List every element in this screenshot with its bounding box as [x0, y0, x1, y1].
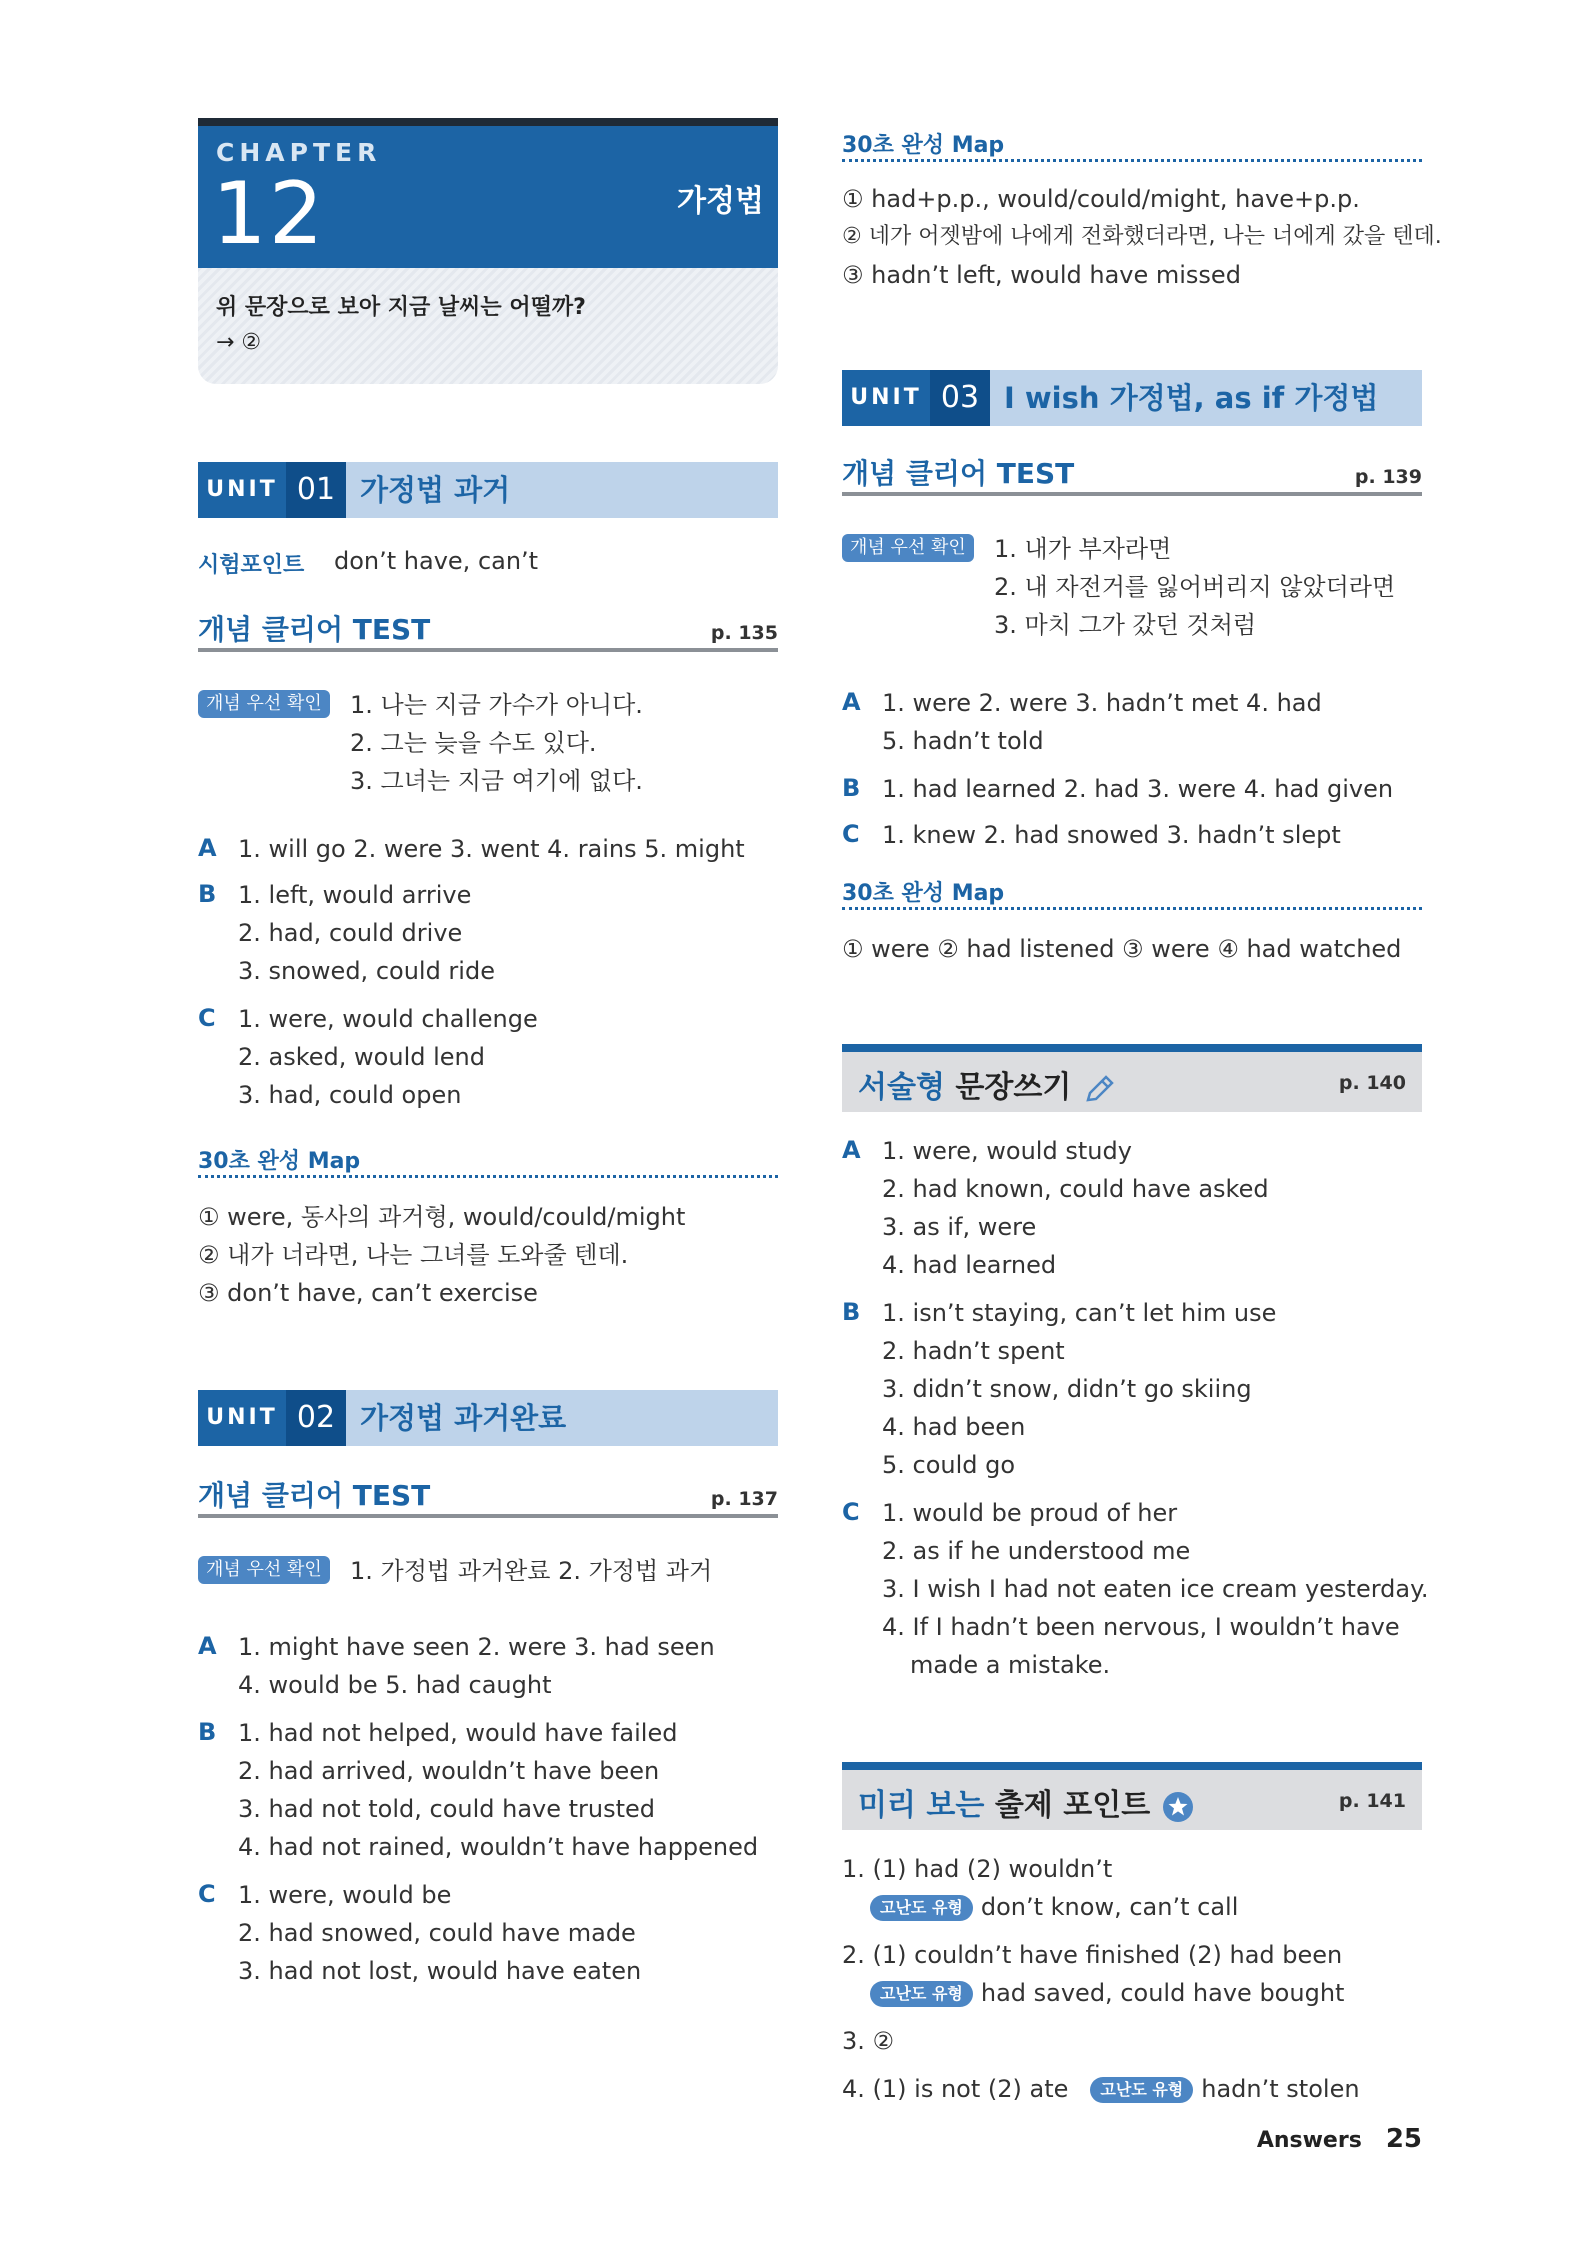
- section-letter-b: B: [198, 880, 217, 908]
- section-letter-a: A: [198, 1632, 217, 1660]
- answer-line: 1. knew 2. had snowed 3. hadn’t slept: [882, 821, 1341, 849]
- advanced-tag: 고난도 유형: [1090, 2077, 1193, 2103]
- test-title: 개념 클리어 TEST: [198, 613, 431, 646]
- map-line: ② 내가 너라면, 나는 그녀를 도와줄 텐데.: [198, 1241, 629, 1269]
- unit-02-map-header: [842, 128, 1422, 162]
- answer-line: 2. had snowed, could have made: [238, 1919, 636, 1947]
- advanced-answer: don’t know, can’t call: [980, 1893, 1239, 1921]
- test-page: p. 137: [710, 1488, 778, 1510]
- chapter-header: [198, 118, 778, 268]
- advanced-tag: 고난도 유형: [870, 1895, 973, 1921]
- page-footer: [1257, 2124, 1422, 2154]
- answer-line: 3. I wish I had not eaten ice cream yesterday.: [882, 1575, 1429, 1603]
- unit-02-test-header: [198, 1474, 778, 1518]
- answer-line: 3. didn’t snow, didn’t go skiing: [882, 1375, 1252, 1403]
- page-number: 25: [1385, 2124, 1422, 2154]
- answer-line: 1. might have seen 2. were 3. had seen: [238, 1633, 715, 1661]
- unit-label: UNIT: [842, 370, 930, 426]
- answer-line: 1. were, would study: [882, 1137, 1132, 1165]
- exam-point-text: don’t have, can’t: [334, 547, 539, 575]
- section-letter-c: C: [198, 1004, 216, 1032]
- map-line: ③ hadn’t left, would have missed: [842, 261, 1241, 289]
- answer-line: 2. had arrived, wouldn’t have been: [238, 1757, 660, 1785]
- unit-03-map-header: [842, 876, 1422, 910]
- answer-line: 1. would be proud of her: [882, 1499, 1178, 1527]
- answer-line: 5. could go: [882, 1451, 1016, 1479]
- check-badge: 개념 우선 확인: [198, 690, 330, 718]
- advanced-tag: 고난도 유형: [870, 1981, 973, 2007]
- map-line: ① had+p.p., would/could/might, have+p.p.: [842, 185, 1360, 213]
- map-title: 30초 완성 Map: [842, 133, 1005, 158]
- check-item: 1. 가정법 과거완료 2. 가정법 과거: [350, 1557, 713, 1585]
- writing-page: p. 140: [1338, 1072, 1406, 1094]
- exam-point-label: 시험포인트: [198, 553, 305, 578]
- section-letter-a: A: [198, 834, 217, 862]
- unit-number: 03: [930, 370, 990, 426]
- unit-label: UNIT: [198, 462, 286, 518]
- unit-01-header: [198, 462, 778, 518]
- section-letter-c: C: [842, 820, 860, 848]
- unit-02-header: [198, 1390, 778, 1446]
- unit-03-header: [842, 370, 1422, 426]
- unit-title: 가정법 과거완료: [360, 1401, 567, 1435]
- answer-line: 1. left, would arrive: [238, 881, 472, 909]
- chapter-answer: → ②: [216, 330, 262, 355]
- preview-page: p. 141: [1338, 1790, 1406, 1812]
- map-line: ③ don’t have, can’t exercise: [198, 1279, 538, 1307]
- answer-line: 3. had not told, could have trusted: [238, 1795, 656, 1823]
- test-title: 개념 클리어 TEST: [198, 1479, 431, 1512]
- map-title: 30초 완성 Map: [842, 881, 1005, 906]
- check-item: 2. 내 자전거를 잃어버리지 않았더라면: [994, 573, 1396, 601]
- unit-label: UNIT: [198, 1390, 286, 1446]
- preview-q2-advanced: [870, 1978, 1344, 2008]
- answer-line: 4. would be 5. had caught: [238, 1671, 552, 1699]
- answer-line: 4. If I hadn’t been nervous, I wouldn’t have: [882, 1613, 1400, 1641]
- unit-title: I wish 가정법, as if 가정법: [1004, 381, 1379, 415]
- answer-line: 1. had not helped, would have failed: [238, 1719, 678, 1747]
- answer-line: 1. were, would be: [238, 1881, 452, 1909]
- answer-line: 1. had learned 2. had 3. were 4. had given: [882, 775, 1394, 803]
- preview-q4: [842, 2074, 1360, 2104]
- section-letter-c: C: [198, 1880, 216, 1908]
- map-title: 30초 완성 Map: [198, 1149, 361, 1174]
- preview-q3: 3. ②: [842, 2027, 895, 2055]
- preview-q1-advanced: [870, 1892, 1238, 1922]
- unit-title: 가정법 과거: [360, 473, 511, 507]
- answer-line: 1. were 2. were 3. hadn’t met 4. had: [882, 689, 1322, 717]
- check-item: 3. 마치 그가 갔던 것처럼: [994, 611, 1257, 639]
- pencil-icon: [1082, 1074, 1116, 1104]
- check-badge: 개념 우선 확인: [842, 534, 974, 562]
- test-page: p. 139: [1354, 466, 1422, 488]
- answer-line: 2. asked, would lend: [238, 1043, 485, 1071]
- answer-line: 3. as if, were: [882, 1213, 1037, 1241]
- chapter-label: CHAPTER: [216, 138, 382, 167]
- section-letter-c: C: [842, 1498, 860, 1526]
- check-item: 2. 그는 늦을 수도 있다.: [350, 729, 597, 757]
- chapter-title: 가정법: [677, 184, 764, 219]
- unit-number: 01: [286, 462, 346, 518]
- preview-title-b: 출제 포인트: [994, 1788, 1151, 1823]
- answer-line: 2. had known, could have asked: [882, 1175, 1269, 1203]
- unit-01-test-header: [198, 608, 778, 652]
- answer-line: 1. were, would challenge: [238, 1005, 538, 1033]
- section-letter-b: B: [842, 1298, 861, 1326]
- answer-line: 2. as if he understood me: [882, 1537, 1191, 1565]
- answer-line: made a mistake.: [910, 1651, 1111, 1679]
- check-item: 1. 나는 지금 가수가 아니다.: [350, 691, 643, 719]
- preview-title: [858, 1780, 1195, 1824]
- chapter-question-box: [198, 268, 778, 384]
- writing-title-a: 서술형: [858, 1070, 945, 1105]
- test-page: p. 135: [710, 622, 778, 644]
- answer-line: 4. had been: [882, 1413, 1026, 1441]
- unit-03-test-header: [842, 452, 1422, 496]
- answer-line: 4. had learned: [882, 1251, 1057, 1279]
- preview-title-a: 미리 보는: [858, 1788, 985, 1823]
- writing-title-b: 문장쓰기: [955, 1070, 1072, 1105]
- answer-line: 4. had not rained, wouldn’t have happened: [238, 1833, 759, 1861]
- writing-header: [842, 1044, 1422, 1112]
- section-letter-a: A: [842, 688, 861, 716]
- test-title: 개념 클리어 TEST: [842, 457, 1075, 490]
- advanced-answer: hadn’t stolen: [1201, 2075, 1360, 2103]
- preview-header: [842, 1762, 1422, 1830]
- preview-q1: 1. (1) had (2) wouldn’t: [842, 1855, 1113, 1883]
- answer-line: 3. had, could open: [238, 1081, 462, 1109]
- preview-q2: 2. (1) couldn’t have finished (2) had been: [842, 1941, 1343, 1969]
- check-item: 3. 그녀는 지금 여기에 없다.: [350, 767, 643, 795]
- map-line: ② 네가 어젯밤에 나에게 전화했더라면, 나는 너에게 갔을 텐데.: [842, 224, 1442, 249]
- footer-label: Answers: [1256, 2128, 1362, 2153]
- answer-line: 2. had, could drive: [238, 919, 463, 947]
- map-line: ① were ② had listened ③ were ④ had watched: [842, 935, 1402, 963]
- advanced-answer: had saved, could have bought: [980, 1979, 1345, 2007]
- answer-line: 3. snowed, could ride: [238, 957, 495, 985]
- unit-number: 02: [286, 1390, 346, 1446]
- check-item: 1. 내가 부자라면: [994, 535, 1172, 563]
- unit-01-map-header: [198, 1144, 778, 1178]
- section-letter-b: B: [198, 1718, 217, 1746]
- section-letter-b: B: [842, 774, 861, 802]
- preview-q4-text: 4. (1) is not (2) ate: [842, 2075, 1069, 2103]
- answer-line: 2. hadn’t spent: [882, 1337, 1065, 1365]
- star-icon: [1161, 1790, 1195, 1824]
- section-letter-a: A: [842, 1136, 861, 1164]
- answer-line: 1. isn’t staying, can’t let him use: [882, 1299, 1277, 1327]
- answer-line: 3. had not lost, would have eaten: [238, 1957, 642, 1985]
- map-line: ① were, 동사의 과거형, would/could/might: [198, 1203, 686, 1231]
- answer-line: 1. will go 2. were 3. went 4. rains 5. might: [238, 835, 745, 863]
- answer-line: 5. hadn’t told: [882, 727, 1044, 755]
- chapter-question: 위 문장으로 보아 지금 날씨는 어떨까?: [216, 295, 586, 320]
- writing-title: [858, 1062, 1116, 1106]
- check-badge: 개념 우선 확인: [198, 1556, 330, 1584]
- chapter-number: 12: [212, 164, 326, 264]
